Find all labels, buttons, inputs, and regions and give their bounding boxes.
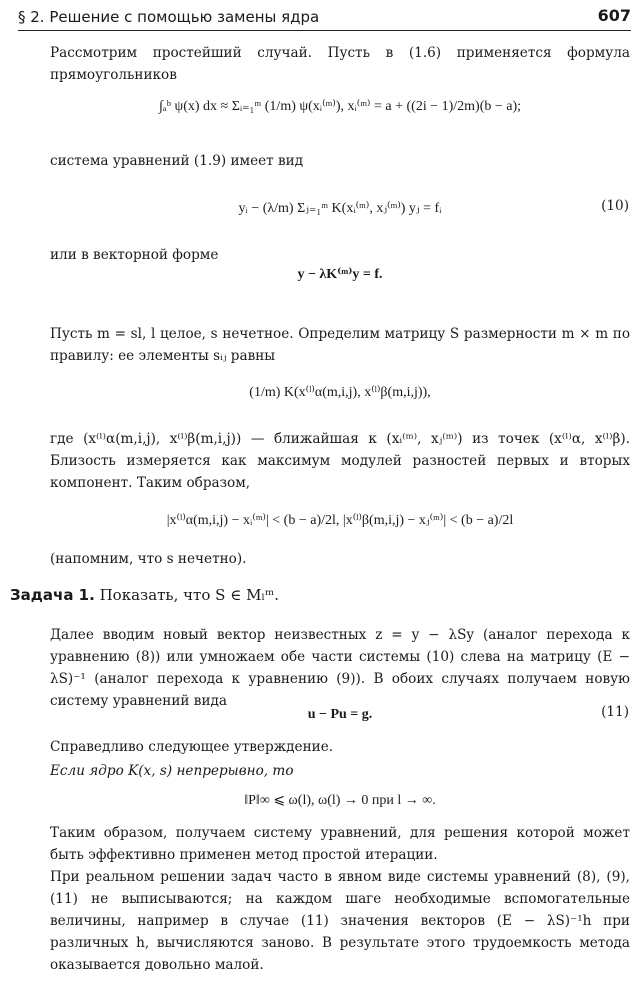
page-number: 607: [597, 6, 631, 25]
equation-rectangle-rule: ∫ₐᵇ ψ(x) dx ≈ Σᵢ₌₁ᵐ (1/m) ψ(xᵢ⁽ᵐ⁾), xᵢ⁽ᵐ⁾ = a + ((2i − 1)/2m)(b − a);: [158, 99, 522, 114]
equation-11: [50, 704, 630, 726]
paragraph-system: система уравнений (1.9) имеет вид: [50, 153, 304, 169]
task-label: Задача 1.: [10, 586, 95, 604]
equation-distance: |x⁽ˡ⁾α(m,i,j) − xᵢ⁽ᵐ⁾| < (b − a)/2l, |x⁽ˡ⁾β(m,i,j) − xⱼ⁽ᵐ⁾| < (b − a)/2l: [166, 513, 514, 528]
paragraph-matrix-s: Пусть m = sl, l целое, s нечетное. Определим матрицу S размерности m × m по правилу: ее элементы sᵢⱼ равны: [50, 326, 630, 364]
running-header: [18, 8, 631, 31]
equation-10: [50, 198, 630, 220]
equation-11-body: u − Pu = g.: [307, 707, 373, 722]
equation-10-body: yᵢ − (λ/m) Σⱼ₌₁ᵐ K(xᵢ⁽ᵐ⁾, xⱼ⁽ᵐ⁾) yⱼ = fᵢ: [238, 201, 442, 216]
equation-11-number: (11): [601, 704, 629, 720]
paragraph-reminder: (напомним, что s нечетно).: [50, 551, 247, 567]
paragraph-vector-form: или в векторной форме: [50, 247, 219, 263]
paragraph-nearest: где (x⁽ˡ⁾α(m,i,j), x⁽ˡ⁾β(m,i,j)) — ближайшая к (xᵢ⁽ᵐ⁾, xⱼ⁽ᵐ⁾) из точек (x⁽ˡ⁾α, x⁽ˡ⁾β). Близость измеряется как максимум модулей разностей первых и вторых компонент. Таким образом,: [50, 431, 630, 491]
equation-10-number: (10): [601, 198, 629, 214]
statement-continuous-kernel: Если ядро K(x, s) непрерывно, то: [50, 763, 294, 779]
paragraph-new-vector: Далее вводим новый вектор неизвестных z = y − λSy (аналог перехода к уравнению (8)) или умножаем обе части системы (10) слева на матрицу (E − λS)⁻¹ (аналог перехода к уравнению (9)). В обоих случаях получаем новую систему уравнений вида: [50, 627, 630, 709]
section-title: § 2. Решение с помощью замены ядра: [18, 8, 320, 26]
paragraph-intro: Рассмотрим простейший случай. Пусть в (1.6) применяется формула прямоугольников: [50, 45, 630, 83]
paragraph-statement-intro: Справедливо следующее утверждение.: [50, 739, 334, 755]
equation-vector: y − λK⁽ᵐ⁾y = f.: [297, 267, 383, 282]
paragraph-iteration: Таким образом, получаем систему уравнений, для решения которой может быть эффективно применен метод простой итерации.: [50, 825, 630, 863]
paragraph-practical: При реальном решении задач часто в явном виде системы уравнений (8), (9), (11) не выписываются; на каждом шаге необходимые вспомогательные величины, например в случае (11) значения векторов (E − λS)⁻¹h при различных h, вычисляются заново. В результате этого трудоемкость метода оказывается довольно малой.: [50, 869, 630, 973]
task-1: [10, 584, 610, 606]
equation-sij: (1/m) K(x⁽ˡ⁾α(m,i,j), x⁽ˡ⁾β(m,i,j)),: [249, 385, 431, 400]
task-text: Показать, что S ∈ Mₗᵐ.: [99, 586, 280, 604]
equation-norm-estimate: ‖P‖∞ ⩽ ω(l), ω(l) → 0 при l → ∞.: [244, 793, 436, 808]
